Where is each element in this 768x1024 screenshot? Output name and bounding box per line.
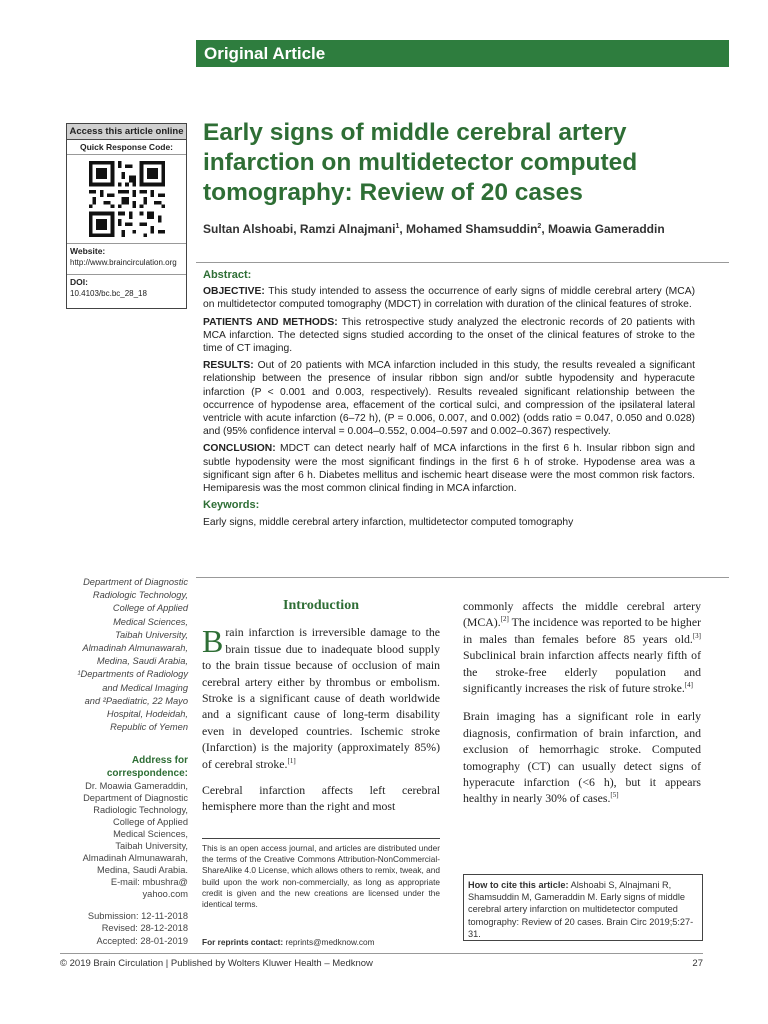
doi-value[interactable]: 10.4103/bc.bc_28_18: [70, 289, 147, 298]
author-names-3: , Moawia Gameraddin: [541, 222, 665, 236]
qr-label: Quick Response Code:: [67, 140, 186, 155]
results-label: RESULTS:: [203, 360, 254, 372]
citation-ref[interactable]: [3]: [692, 631, 701, 640]
article-type-banner: Original Article: [196, 40, 729, 67]
methods-text: This retrospective study analyzed the electronic records of 20 patients with MCA infarction. The detected signs studied according to the onset of the clinical features of stroke to the time of CT imaging.: [203, 316, 695, 355]
correspondence-email[interactable]: E-mail: mbushra@: [110, 877, 188, 887]
intro-paragraph-2: Cerebral infarction affects left cerebral hemisphere more than the right and most: [202, 783, 440, 814]
author-list: [203, 222, 723, 236]
keywords-heading: Keywords:: [203, 499, 260, 512]
abstract-conclusion: [203, 442, 695, 495]
accepted-date: Accepted: 28-01-2019: [96, 935, 188, 946]
submission-date: Submission: 12-11-2018: [87, 911, 188, 921]
correspondence-line: Medina, Saudi Arabia.: [97, 865, 188, 875]
citation-ref[interactable]: [1]: [287, 756, 296, 765]
citation-ref[interactable]: [5]: [610, 791, 619, 800]
correspondence-email[interactable]: yahoo.com: [142, 889, 188, 899]
correspondence-line: Radiologic Technology,: [93, 805, 188, 815]
reprints-label: For reprints contact:: [202, 937, 284, 947]
reprints-email[interactable]: reprints@medknow.com: [283, 937, 375, 947]
introduction-heading: Introduction: [283, 598, 359, 613]
affiliation-line: and ²Paediatric, 22 Mayo: [84, 695, 188, 706]
abstract-heading: Abstract:: [203, 269, 252, 281]
footer-rule: [60, 953, 703, 954]
abstract-section: [203, 269, 695, 530]
citation-ref[interactable]: [2]: [500, 615, 509, 624]
reprints-contact: [202, 937, 440, 947]
footer-copyright: © 2019 Brain Circulation | Published by Wolters Kluwer Health – Medknow: [60, 958, 373, 969]
website-block: [67, 244, 186, 275]
doi-label: DOI:: [70, 277, 88, 287]
intro-paragraph-3: [463, 598, 701, 696]
methods-label: PATIENTS AND METHODS:: [203, 316, 338, 328]
article-title: Early signs of middle cerebral artery infarction on multidetector computed tomography: Review of 20 cases: [203, 119, 638, 206]
affiliation-line: Almadinah Almunawarah,: [82, 643, 188, 654]
intro-paragraph-1: [202, 624, 440, 772]
col2-p1-a: commonly affects the middle cerebral artery (MCA).: [463, 599, 701, 630]
access-online-box: [66, 123, 187, 309]
affiliation-line: Taibah University,: [115, 629, 188, 640]
cite-label: How to cite this article:: [468, 880, 569, 890]
affiliation-line: ¹Departments of Radiology: [77, 669, 188, 680]
correspondence-line: Almadinah Almunawarah,: [82, 853, 188, 863]
drop-cap: B: [202, 623, 224, 660]
conclusion-text: MDCT can detect nearly half of MCA infarctions in the first 6 h. Insular ribbon sign and subtle hypodensity were the most significant findings in the first 6 h of stroke. Hypodense area was a significant sign after 6 h. Diabetes mellitus and ischemic heart disease were the most common risk factors. Hemiparesis was the most common clinical finding in MCA infarction.: [203, 443, 695, 495]
affiliation-line: Medical Sciences,: [113, 616, 188, 627]
correspondence-label: correspondence:: [106, 768, 188, 779]
abstract-top-rule: [196, 262, 729, 263]
doi-block: [67, 275, 186, 300]
col2-p2-text: Brain imaging has a significant role in early diagnosis, confirmation of brain infarction, and exclusion of hemorrhagic stroke. Computed tomography (CT) can usually detect signs of hyperacute infarction (<6 h), but it appears healthy in nearly 30% of cases.: [463, 709, 701, 806]
qr-code-icon[interactable]: [89, 161, 165, 237]
open-access-notice: This is an open access journal, and articles are distributed under the terms of the Creative Commons Attribution-NonCommercial-ShareAlike 4.0 License, which allows others to remix, tweak, and build upon the work non-commercially, as long as appropriate credit is given and the new creations are licensed under the identical terms.: [202, 838, 440, 910]
revised-date: Revised: 28-12-2018: [101, 923, 188, 934]
author-names-2: , Mohamed Shamsuddin: [399, 222, 538, 236]
keywords-text: Early signs, middle cerebral artery infarction, multidetector computed tomography: [203, 517, 574, 529]
author-names-1: Sultan Alshoabi, Ramzi Alnajmani: [203, 222, 396, 236]
conclusion-label: CONCLUSION:: [203, 443, 276, 455]
affiliation-block: [60, 576, 188, 734]
objective-text: This study intended to assess the occurrence of early signs of middle cerebral artery (MCA) on multidetector computed tomography (MDCT) in correlation with duration of the clinical features of stroke.: [203, 286, 695, 311]
objective-label: OBJECTIVE:: [203, 286, 265, 298]
abstract-methods: [203, 316, 695, 356]
affiliation-line: Radiologic Technology,: [92, 590, 188, 601]
correspondence-line: Dr. Moawia Gameraddin,: [85, 781, 188, 791]
qr-code-area: [67, 155, 186, 244]
col2-p1-c: Subclinical brain infarction affects nearly fifth of the stroke-free elderly population and significantly increases the risk of future stroke.: [463, 648, 701, 696]
cite-text: Alshoabi S, Alnajmani R, Shamsuddin M, Gameraddin M. Early signs of middle cerebral artery infarction on multidetector computed tomography: Review of 20 cases. Brain Circ 2019;5:27-31.: [468, 880, 694, 939]
affiliation-line: Hospital, Hodeidah,: [106, 709, 188, 720]
correspondence-label: Address for: [131, 755, 188, 766]
affiliation-line: College of Applied: [112, 603, 188, 614]
body-column-right: [463, 598, 701, 819]
author-sup-1: 1: [395, 223, 400, 230]
abstract-objective: [203, 285, 695, 311]
col2-p1-b: The incidence was reported to be higher in males than females before 85 years old.: [463, 615, 701, 646]
correspondence-line: Taibah University,: [115, 841, 188, 851]
access-title: Access this article online: [67, 124, 186, 140]
page-footer: [60, 958, 703, 969]
affiliation-line: Department of Diagnostic: [83, 577, 188, 587]
affiliation-line: Republic of Yemen: [110, 722, 188, 733]
intro-p1-text: rain infarction is irreversible damage to the brain tissue due to inadequate blood supply to the brain tissue because of occlusion of main cerebral artery either by thrombus or embolism. Stroke is a significant cause of death worldwide and a significant cause of long-term disability even in developed countries. Ischemic stroke (Infarction) is the majority (approximately 85%) of cerebral stroke.: [202, 625, 440, 771]
affiliation-line: and Medical Imaging: [102, 682, 188, 693]
body-column-left: [202, 598, 440, 825]
page-number: 27: [692, 958, 703, 969]
website-label: Website:: [70, 246, 106, 256]
correspondence-line: College of Applied: [113, 817, 188, 827]
citation-ref[interactable]: [4]: [684, 681, 693, 690]
dates-block: [60, 910, 188, 947]
correspondence-line: Medical Sciences,: [113, 829, 188, 839]
intro-paragraph-4: [463, 708, 701, 806]
author-sup-2: 2: [537, 223, 542, 230]
correspondence-block: [60, 754, 188, 900]
how-to-cite-box: [463, 874, 703, 941]
abstract-bottom-rule: [196, 577, 729, 578]
website-link[interactable]: http://www.braincirculation.org: [70, 258, 177, 267]
results-text: Out of 20 patients with MCA infarction included in this study, the results revealed a significant relationship between the presence of insular ribbon sign and/or subtle hypodensity and hyperacute infarction (P < 0.001 and 0.003, respectively). Results revealed significant relationship between the occurrence of hypodense area, effacement of the cortical sulci, and compression of the ipsilateral lateral ventricle with acute infarction (6–72 h), (P = 0.006, 0.007, and 0.002) (odds ratio = 0.047, 0.050 and 0.028) and (95% confidence interval = 0.004–0.552, 0.004–0.597 and 0.002–0.367) respectively.: [203, 360, 695, 438]
affiliation-line: Medina, Saudi Arabia,: [96, 656, 188, 667]
abstract-results: [203, 359, 695, 438]
correspondence-line: Department of Diagnostic: [83, 793, 188, 803]
